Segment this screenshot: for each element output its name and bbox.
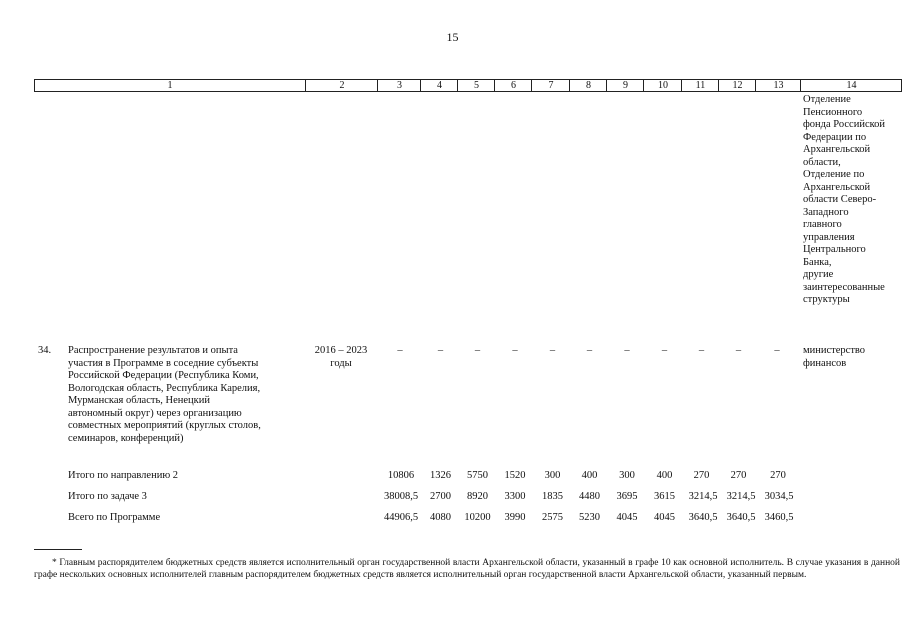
row-34-description <box>68 345 308 445</box>
value-cell: 1520 <box>504 470 526 481</box>
executor-line: Архангельской <box>803 144 871 155</box>
value-cell: – <box>512 345 518 356</box>
value-cell: – <box>549 345 556 356</box>
value-cell: 4045 <box>654 512 675 523</box>
footnote: * Главным распорядителем бюджетных средств является исполнительный орган государственной власти Архангельской области, указанный в графе 10 как основной исполнитель. В случае указания в данной графе нескольких основных исполнителей главным распорядителем бюджетных средств является исполнительный орган государственной власти Архангельской области, указанный первым. <box>34 558 900 580</box>
value-cell: 300 <box>619 470 635 481</box>
period-line: годы <box>330 357 352 369</box>
executor-line: области Северо- <box>803 194 877 205</box>
row-34-number: 34. <box>38 345 52 356</box>
value-cell: 5230 <box>579 512 600 523</box>
page-number: 15 <box>446 30 459 44</box>
value-cell: 4045 <box>616 512 638 523</box>
header-col-9: 9 <box>606 80 644 91</box>
value-cell: 270 <box>770 470 786 481</box>
value-cell: 3300 <box>504 491 526 502</box>
value-cell: 1326 <box>430 470 451 481</box>
executor-line: управления <box>803 231 855 243</box>
description-line: Вологодская область, Республика Карелия, <box>68 382 261 394</box>
value-cell: – <box>774 345 780 356</box>
total-label: Итого по направлению 2 <box>68 470 179 481</box>
header-col-3: 3 <box>377 80 421 91</box>
value-cell: – <box>474 345 481 356</box>
value-cell: 44906,5 <box>383 512 419 523</box>
description-line: семинаров, конференций) <box>68 432 184 444</box>
header-col-8: 8 <box>569 80 607 91</box>
header-col-2: 2 <box>305 80 378 91</box>
value-cell: – <box>698 345 705 356</box>
value-cell: – <box>624 345 630 356</box>
executor-line: Центрального <box>803 244 866 255</box>
executor-line: фонда Российской <box>803 119 886 130</box>
value-cell: 3695 <box>616 491 638 502</box>
value-cell: – <box>397 345 403 356</box>
value-cell: – <box>661 345 668 356</box>
executor-line: главного <box>803 219 842 230</box>
description-line: Мурманская область, Ненецкий <box>68 395 210 406</box>
description-line: совместных мероприятий (круглых столов, <box>68 420 261 431</box>
header-col-14: 14 <box>800 80 902 91</box>
header-col-13: 13 <box>755 80 801 91</box>
header-col-1: 1 <box>167 80 173 91</box>
value-cell: 8920 <box>467 491 488 502</box>
executor-line: Отделение по <box>803 169 865 180</box>
executor-line: Архангельской <box>803 181 871 193</box>
value-cell: 2700 <box>430 491 451 502</box>
value-cell: 400 <box>581 470 598 481</box>
value-cell: 5750 <box>467 470 488 481</box>
executor-line: Западного <box>803 206 849 218</box>
total-label: Всего по Программе <box>68 512 161 523</box>
executor-line: финансов <box>803 357 847 369</box>
value-cell: 1835 <box>542 491 563 502</box>
value-cell: 3214,5 <box>726 491 756 502</box>
description-line: автономный округ) через организацию <box>68 407 242 419</box>
value-cell: 38008,5 <box>383 491 419 502</box>
table-header-row <box>34 79 902 92</box>
continuation-executors <box>803 94 903 307</box>
description-line: Российской Федерации (Республика Коми, <box>68 370 259 381</box>
value-cell: 3034,5 <box>764 491 794 502</box>
header-col-4: 4 <box>420 80 458 91</box>
value-cell: 4080 <box>430 512 451 523</box>
value-cell: 400 <box>656 470 673 481</box>
value-cell: 4480 <box>579 491 600 502</box>
total-label: Итого по задаче 3 <box>68 491 147 502</box>
value-cell: 3460,5 <box>764 512 794 523</box>
value-cell: – <box>735 345 742 356</box>
header-col-5: 5 <box>457 80 495 91</box>
description-line: Распространение результатов и опыта <box>68 345 238 356</box>
value-cell: 3640,5 <box>688 512 718 523</box>
executor-line: другие <box>803 269 834 280</box>
value-cell: – <box>437 345 444 356</box>
value-cell: 270 <box>730 470 747 481</box>
header-col-7: 7 <box>531 80 570 91</box>
executor-line: заинтересованные <box>803 281 885 293</box>
value-cell: 3214,5 <box>688 491 718 502</box>
header-col-10: 10 <box>643 80 682 91</box>
row-34-period <box>305 345 377 370</box>
header-col-6: 6 <box>494 80 532 91</box>
value-cell: 3990 <box>504 512 526 523</box>
executor-line: области, <box>803 156 841 168</box>
executor-line: структуры <box>803 294 850 305</box>
value-cell: 300 <box>544 470 561 481</box>
header-col-11: 11 <box>681 80 719 91</box>
header-col-12: 12 <box>718 80 756 91</box>
value-cell: 270 <box>693 470 710 481</box>
executor-line: министерство <box>803 345 866 356</box>
executor-line: Банка, <box>803 256 832 268</box>
value-cell: 3615 <box>654 491 675 502</box>
value-cell: 10200 <box>464 512 491 523</box>
value-cell: 3640,5 <box>726 512 756 523</box>
period-line: 2016 – 2023 <box>314 345 368 356</box>
value-cell: 2575 <box>542 512 563 523</box>
value-cell: 10806 <box>387 470 415 481</box>
executor-line: Федерации по <box>803 131 867 143</box>
executor-line: Пенсионного <box>803 106 863 118</box>
executor-line: Отделение <box>803 94 851 105</box>
value-cell: – <box>586 345 593 356</box>
footnote-separator <box>34 549 82 550</box>
description-line: участия в Программе в соседние субъекты <box>68 357 259 369</box>
row-34-executor <box>803 345 903 370</box>
